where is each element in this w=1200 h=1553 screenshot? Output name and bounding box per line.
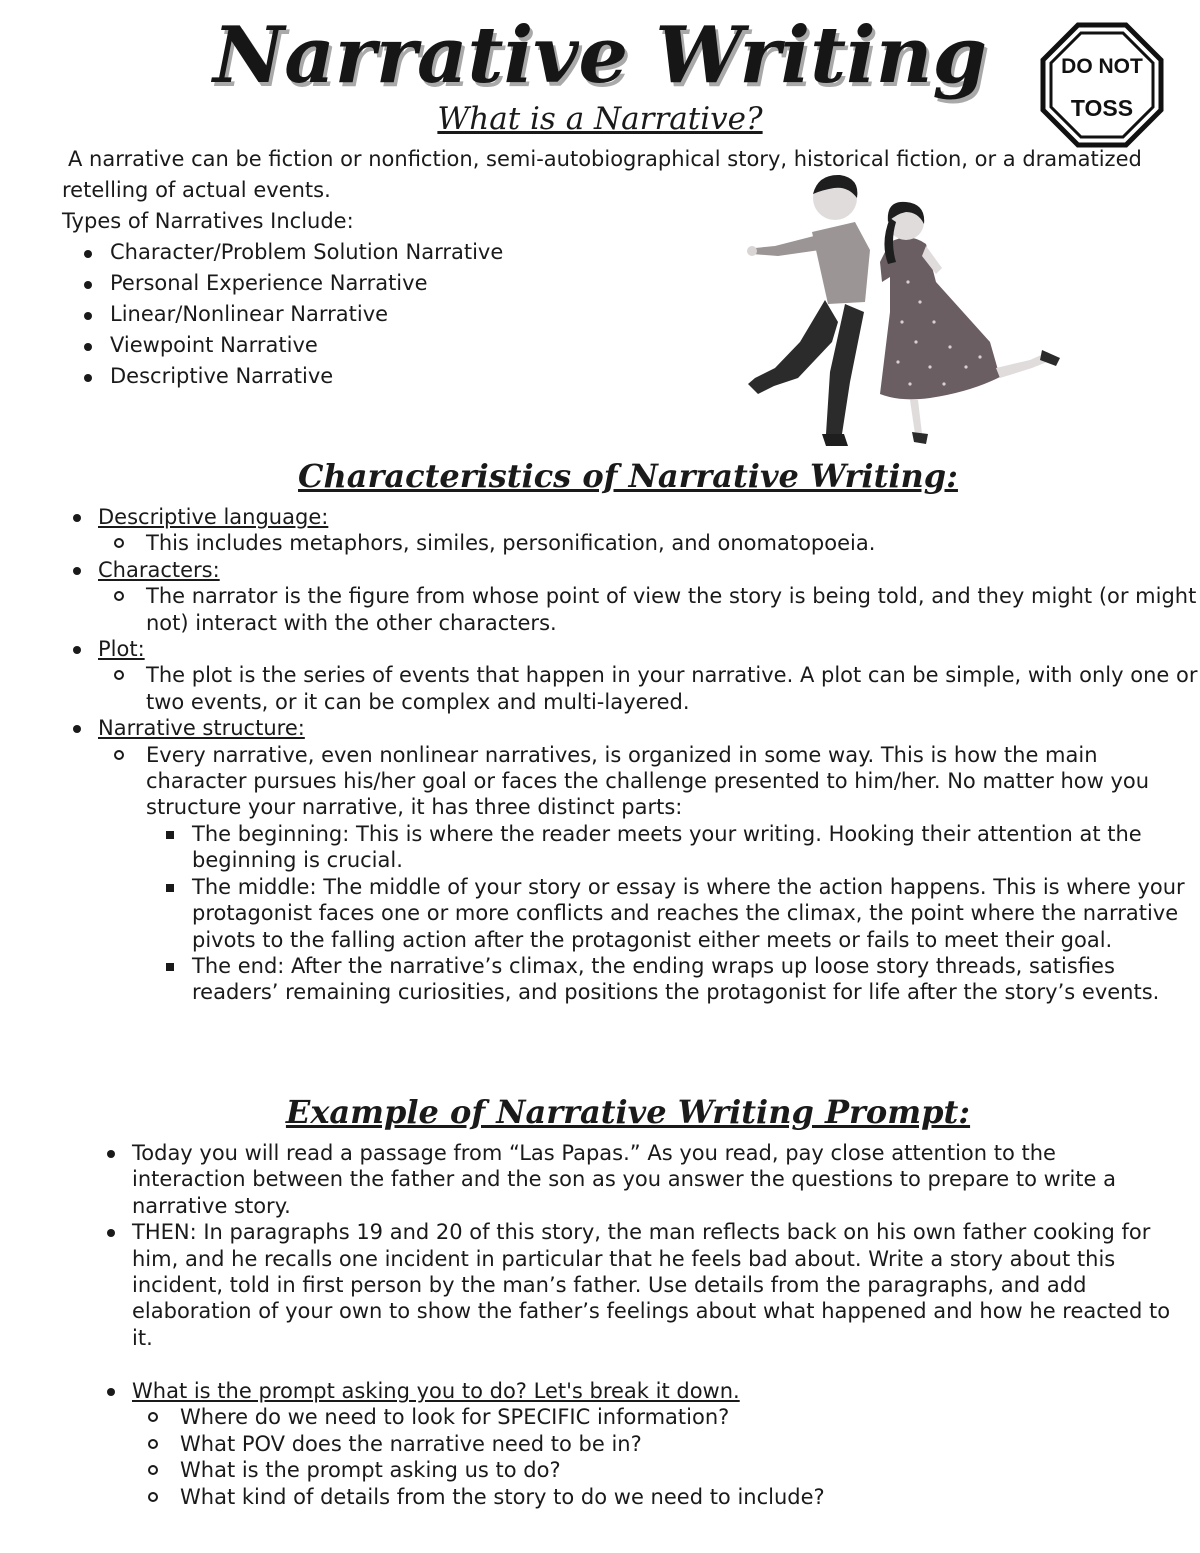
prompt-question: What is the prompt asking us to do? [132,1457,1176,1483]
types-heading: Types of Narratives Include: [62,209,354,233]
list-item: Personal Experience Narrative [62,268,1152,299]
page-subtitle: What is a Narrative? [437,101,763,137]
stop-sign-icon [1040,22,1164,148]
prompt-question: Where do we need to look for SPECIFIC information? [132,1404,1176,1430]
list-item: Viewpoint Narrative [62,330,1152,361]
list-item [62,504,1198,557]
list-item [62,636,1198,715]
list-item: THEN: In paragraphs 19 and 20 of this story, the man reflects back on his own father cooking for him, and he recalls one incident in particular that he feels bad about. Write a story about this incident, told in first person by the man’s father. Use details from the paragraphs, and add elaboration of your own to show the father’s feelings about what happened and how he reacted to it. [96,1219,1176,1351]
list-item [96,1378,1176,1510]
stop-sign-line2: TOSS [1070,95,1134,121]
characteristic-label: Descriptive language: [98,505,329,529]
prompt-question: What POV does the narrative need to be in? [132,1431,1176,1457]
characteristic-label: Plot: [98,637,145,662]
characteristic-detail-text: Every narrative, even nonlinear narratives, is organized in some way. This is how the main character pursues his/her goal or faces the challenge presented to him/her. No matter how you structure your narrative, it has three distinct parts: [146,742,1150,820]
characteristic-detail [98,742,1198,1006]
example-heading: Example of Narrative Writing Prompt: [285,1093,971,1131]
list-item: Descriptive Narrative [62,361,1152,392]
list-item [62,715,1198,1005]
characteristic-detail: This includes metaphors, similes, personification, and onomatopoeia. [98,530,1198,556]
characteristic-label: Narrative structure: [98,716,305,741]
structure-part: The end: After the narrative’s climax, the ending wraps up loose story threads, satisfies readers’ remaining curiosities, and positions the protagonist for life after the story’s events. [146,953,1198,1006]
prompt-breakdown-section [96,1378,1176,1510]
characteristics-heading: Characteristics of Narrative Writing: [298,457,958,495]
list-item: Linear/Nonlinear Narrative [62,299,1152,330]
narrative-definition: A narrative can be fiction or nonfiction, semi-autobiographical story, historical fiction, or a dramatized retelling of actual events. [62,147,1142,202]
characteristic-detail: The plot is the series of events that happen in your narrative. A plot can be simple, with only one or two events, or it can be complex and multi-layered. [98,662,1198,715]
structure-part: The beginning: This is where the reader meets your writing. Hooking their attention at the beginning is crucial. [146,821,1198,874]
characteristic-detail: The narrator is the figure from whose point of view the story is being told, and they might (or might not) interact with the other characters. [98,583,1198,636]
prompt-question: What kind of details from the story to do we need to include? [132,1484,1176,1510]
page-title: Narrative Writing [212,10,988,101]
list-item [62,557,1198,636]
characteristics-section [62,504,1198,1006]
list-item: Character/Problem Solution Narrative [62,237,1152,268]
stop-sign-line1: DO NOT [1061,55,1143,78]
list-item: Today you will read a passage from “Las Papas.” As you read, pay close attention to the interaction between the father and the son as you answer the questions to prepare to write a narrative story. [96,1140,1176,1219]
characteristic-label: Characters: [98,557,220,582]
structure-part: The middle: The middle of your story or essay is where the action happens. This is where your protagonist faces one or more conflicts and reaches the climax, the point where the narrative pivots to the falling action after the protagonist either meets or fails to meet their goal. [146,874,1198,953]
example-section [96,1140,1176,1351]
dancing-couple-illustration [730,172,1080,460]
prompt-question-heading: What is the prompt asking you to do? Let's break it down. [132,1379,740,1403]
